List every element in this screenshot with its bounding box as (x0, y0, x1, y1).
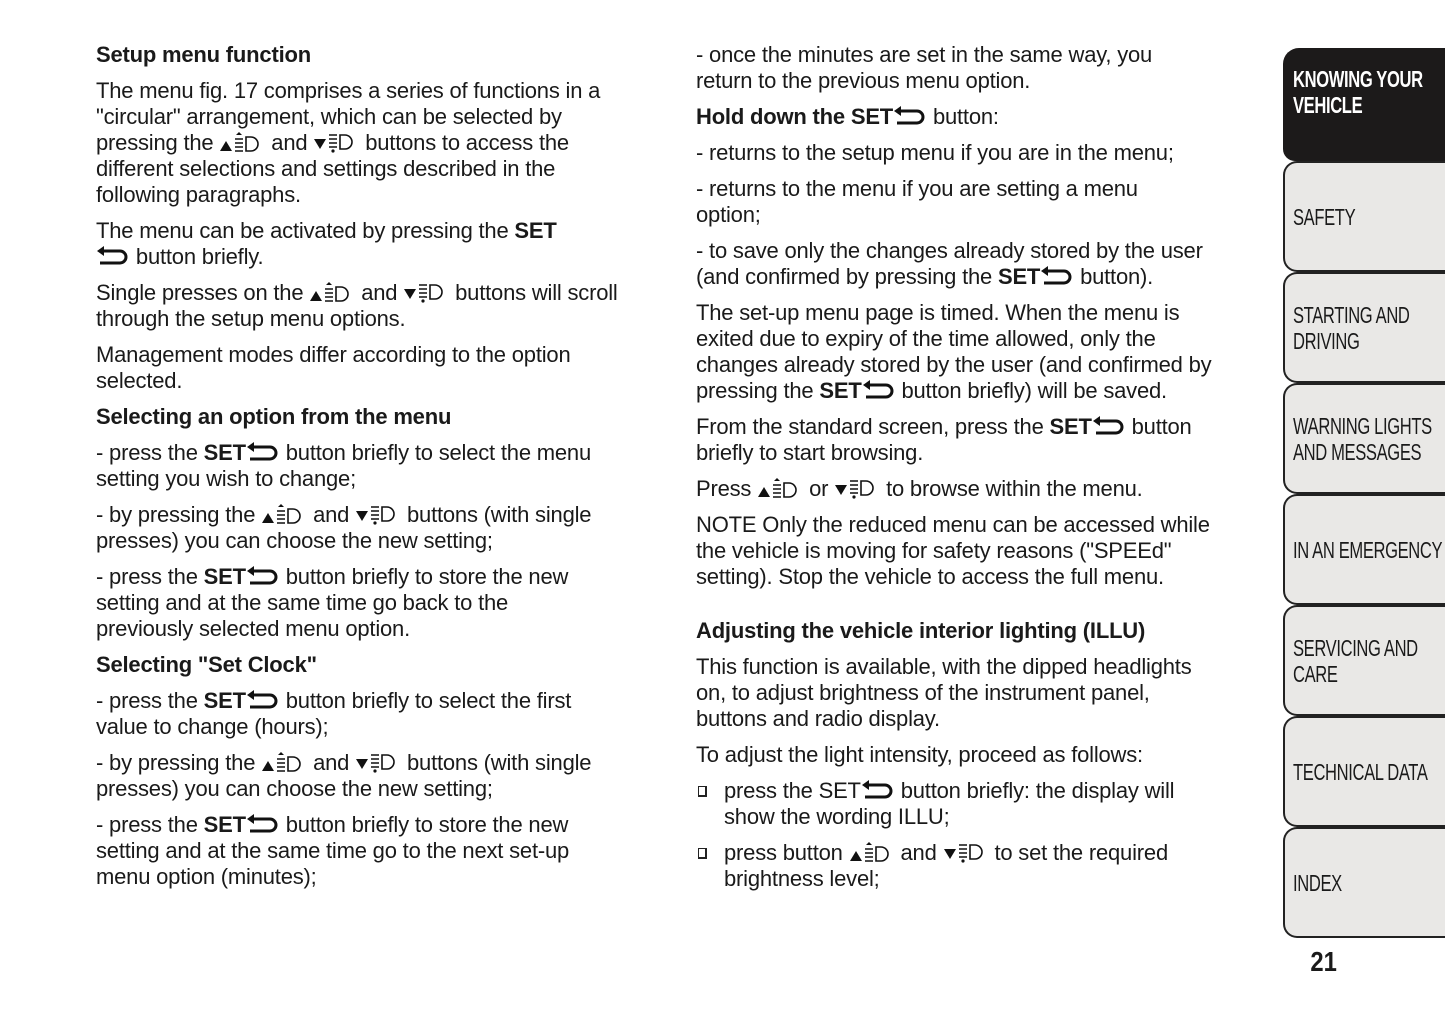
paragraph (96, 78, 676, 208)
text: The menu can be activated by pressing the (96, 218, 515, 243)
text: and (307, 502, 356, 527)
paragraph (696, 300, 1276, 404)
paragraph (96, 218, 676, 270)
text: press the SET (724, 778, 861, 803)
text: button briefly to start browsing. (696, 414, 1192, 465)
set-return-icon (861, 778, 895, 803)
page-number: 21 (1310, 946, 1337, 977)
paragraph (96, 280, 676, 332)
text: This function is available, with the dipped headlights on, to adjust brightness of the instrument panel, buttons and radio display. (696, 654, 1192, 731)
text: To adjust the light intensity, proceed as follows: (696, 742, 1143, 767)
text: press button (724, 840, 849, 865)
brightness-up-icon (261, 502, 307, 527)
section-heading (96, 404, 676, 430)
text: - press the (96, 688, 204, 713)
set-return-icon (246, 688, 280, 713)
brightness-down-icon (403, 280, 449, 305)
text: and (355, 280, 404, 305)
text: Single presses on the (96, 280, 310, 305)
tab-technical-data[interactable] (1283, 716, 1445, 827)
text: and (307, 750, 356, 775)
paragraph (696, 476, 1276, 502)
text: button briefly) will be saved. (895, 378, 1167, 403)
tab-in-an-emergency[interactable] (1283, 494, 1445, 605)
set-label: SET (819, 378, 862, 403)
text: Adjusting the vehicle interior lighting (ILLU) (696, 618, 1146, 643)
text: button briefly to store the new setting and at the same time go to the next set-up menu option (minutes); (96, 812, 570, 889)
brightness-down-icon (943, 840, 989, 865)
set-return-icon (893, 104, 927, 129)
paragraph (696, 176, 1276, 228)
set-return-icon (246, 812, 280, 837)
text: Selecting "Set Clock" (96, 652, 317, 677)
section-heading (96, 42, 676, 68)
section-heading (696, 618, 1276, 644)
text: - press the (96, 440, 204, 465)
tab-knowing-your-vehicle[interactable] (1283, 48, 1445, 161)
tab-label: IN AN EMERGENCY (1293, 536, 1443, 563)
text: - by pressing the (96, 750, 262, 775)
bullet-item (696, 778, 1276, 830)
text: to browse within the menu. (880, 476, 1143, 501)
set-return-icon (862, 378, 896, 403)
tab-label: WARNING LIGHTS AND MESSAGES (1293, 412, 1432, 465)
set-label: SET (1049, 414, 1092, 439)
text: - by pressing the (96, 502, 262, 527)
tab-label: INDEX (1293, 869, 1342, 896)
chapter-tabs (1283, 48, 1445, 938)
text: - to save only the changes already stored by the user (and confirmed by pressing the (696, 238, 1203, 289)
set-return-icon (96, 244, 130, 269)
text: button: (932, 104, 999, 129)
paragraph (96, 440, 676, 492)
right-column (696, 42, 1276, 902)
brightness-up-icon (261, 750, 307, 775)
text: button). (1074, 264, 1154, 289)
paragraph (696, 742, 1276, 768)
text: and (265, 130, 314, 155)
tab-starting-and-driving[interactable] (1283, 272, 1445, 383)
text: and (894, 840, 943, 865)
text: or (803, 476, 835, 501)
set-label: SET (203, 440, 246, 465)
text: buttons to access the different selections and settings described in the following paragraphs. (96, 130, 569, 207)
text: - press the (96, 812, 204, 837)
text: From the standard screen, press the (696, 414, 1050, 439)
brightness-up-icon (757, 476, 803, 501)
set-return-icon (246, 440, 280, 465)
text: - press the (96, 564, 204, 589)
tab-label: STARTING AND DRIVING (1293, 301, 1410, 354)
text: button briefly to select the first value to change (hours); (96, 688, 572, 739)
tab-safety[interactable] (1283, 161, 1445, 272)
set-label: SET (203, 812, 246, 837)
set-return-icon (1040, 264, 1074, 289)
text: button briefly: the display will show the wording ILLU; (724, 778, 1175, 829)
paragraph (696, 414, 1276, 466)
tab-label: KNOWING YOUR VEHICLE (1293, 66, 1423, 118)
spacer (696, 600, 1276, 618)
brightness-down-icon (313, 130, 359, 155)
text: The menu fig. 17 comprises a series of functions in a "circular" arrangement, which can be selected by pressing the (96, 78, 601, 155)
brightness-down-icon (355, 502, 401, 527)
paragraph (96, 750, 676, 802)
text: The set-up menu page is timed. When the menu is exited due to expiry of the time allowed, only the changes already stored by the user (and confirmed by pressing the (696, 300, 1212, 403)
brightness-up-icon (219, 130, 265, 155)
section-heading (96, 652, 676, 678)
brightness-down-icon (355, 750, 401, 775)
tab-servicing-and-care[interactable] (1283, 605, 1445, 716)
text: - returns to the menu if you are setting a menu option; (696, 176, 1138, 227)
text: buttons will scroll through the setup menu options. (96, 280, 618, 331)
tab-label: SAFETY (1293, 203, 1356, 230)
paragraph (96, 812, 676, 890)
text: Selecting an option from the menu (96, 404, 452, 429)
text: - once the minutes are set in the same way, you return to the previous menu option. (696, 42, 1153, 93)
paragraph (696, 512, 1276, 590)
set-label: SET (997, 264, 1041, 289)
brightness-down-icon (834, 476, 880, 501)
tab-index[interactable] (1283, 827, 1445, 938)
text: buttons (with single presses) you can choose the new setting; (96, 502, 592, 553)
paragraph (696, 654, 1276, 732)
set-return-icon (1092, 414, 1126, 439)
tab-warning-lights-and-messages[interactable] (1283, 383, 1445, 494)
set-label: SET (203, 688, 246, 713)
set-label: SET (203, 564, 246, 589)
text: button briefly to select the menu setting you wish to change; (96, 440, 592, 491)
set-return-icon (246, 564, 280, 589)
tab-label: SERVICING AND CARE (1293, 634, 1418, 687)
text: to set the required brightness level; (724, 840, 1168, 891)
tab-label: TECHNICAL DATA (1293, 758, 1428, 785)
text: Hold down the SET (696, 104, 894, 129)
paragraph (696, 140, 1276, 166)
text: button briefly. (130, 244, 264, 269)
paragraph (96, 564, 676, 642)
bullet-box-icon (698, 848, 707, 859)
text: buttons (with single presses) you can choose the new setting; (96, 750, 592, 801)
set-label: SET (514, 218, 557, 243)
left-column (96, 42, 676, 900)
text: Management modes differ according to the option selected. (96, 342, 571, 393)
text: Press (696, 476, 758, 501)
bullet-box-icon (698, 786, 707, 797)
brightness-up-icon (309, 280, 355, 305)
paragraph (96, 688, 676, 740)
brightness-up-icon (849, 840, 895, 865)
section-heading (696, 104, 1276, 130)
text: Setup menu function (96, 42, 311, 67)
bullet-item (696, 840, 1276, 892)
text: - returns to the setup menu if you are in the menu; (696, 140, 1174, 165)
text: button briefly to store the new setting and at the same time go back to the previously selected menu option. (96, 564, 569, 641)
paragraph (696, 238, 1276, 290)
text: NOTE Only the reduced menu can be accessed while the vehicle is moving for safety reasons ("SPEEd" setting). Stop the vehicle to access the full menu. (696, 512, 1210, 589)
paragraph (96, 342, 676, 394)
paragraph (696, 42, 1276, 94)
paragraph (96, 502, 676, 554)
